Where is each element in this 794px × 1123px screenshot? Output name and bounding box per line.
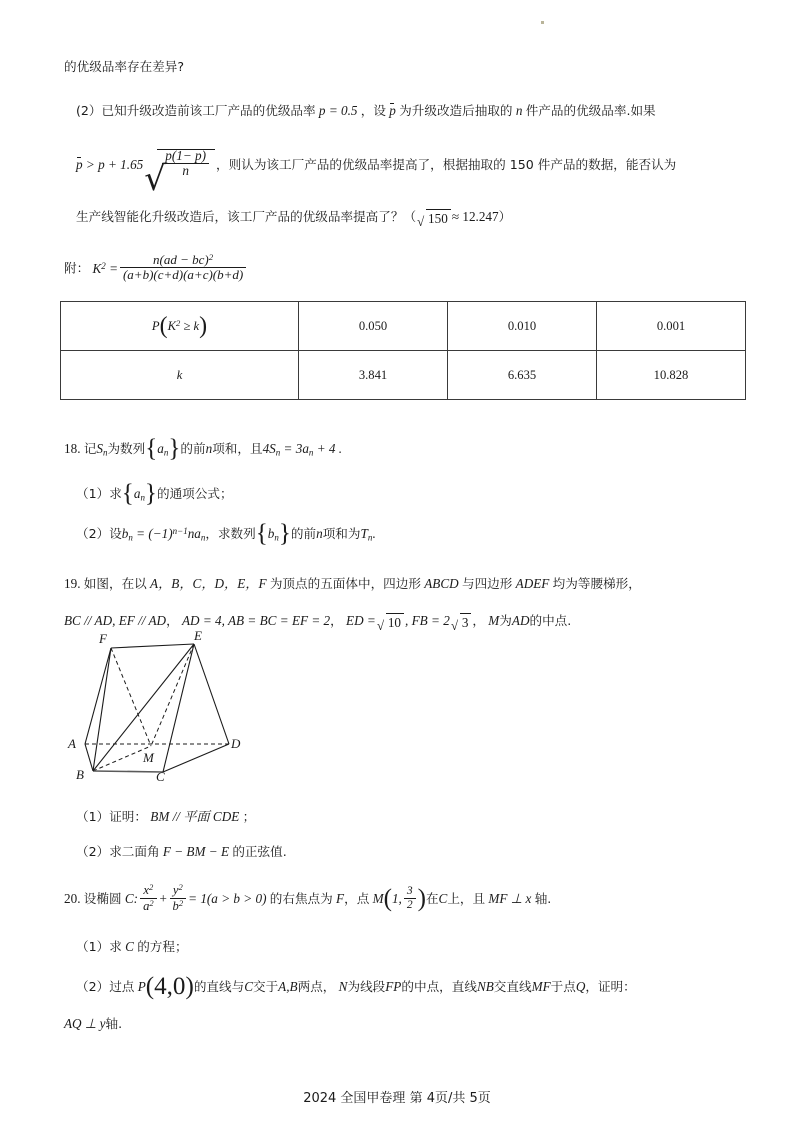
edge-F-M bbox=[111, 648, 151, 746]
q20-points-AB: A,B bbox=[278, 979, 298, 994]
q20-curve-C: C bbox=[124, 890, 134, 906]
q18-sub2-bseq: $b_n$ bbox=[267, 526, 279, 543]
q19-stem-line1 bbox=[64, 575, 641, 593]
q20-sub2-label: （2） bbox=[76, 979, 110, 994]
q20-AQ-perp: AQ ⊥ y bbox=[64, 1016, 106, 1031]
q17-last-line-a: 生产线智能化升级改造后，该工厂产品的优级品率提高了？（ bbox=[76, 209, 417, 224]
q18-stem-d: 项和，且 bbox=[212, 441, 263, 456]
q20-line-MF: MF bbox=[531, 979, 551, 994]
q18-S-n: $S_n$ bbox=[96, 441, 108, 458]
table-cell-p-0001: 0.001 bbox=[597, 302, 746, 351]
q20-stem-d: 在 bbox=[425, 890, 439, 906]
q19-sub1-label: （1） bbox=[76, 809, 110, 824]
q19-sep3: ， bbox=[472, 613, 485, 628]
q18-sub2-k: 项和为 bbox=[322, 526, 361, 542]
figure-visible-edges bbox=[85, 644, 229, 772]
q19-solid-figure bbox=[60, 625, 270, 795]
q18-sub1-label: （1） bbox=[76, 486, 110, 501]
radical-icon: √ bbox=[376, 617, 385, 633]
q19-sub1-b: ； bbox=[242, 809, 256, 824]
q19-sub2 bbox=[76, 843, 287, 861]
q19-stem-line1-a: 如图，在以 bbox=[83, 576, 147, 591]
vertex-label-E: E bbox=[194, 628, 202, 643]
q19-sub2-label: （2） bbox=[76, 844, 110, 859]
q20-colon: : bbox=[133, 890, 139, 906]
q17-ineq-frac-den: n bbox=[162, 163, 209, 178]
q19-sep2: ， bbox=[330, 613, 343, 628]
q17-ineq-sqrt bbox=[144, 147, 215, 199]
table-header-pk: $P(K^2 \ge k)$ bbox=[61, 302, 299, 351]
q20-sub1-C: C bbox=[125, 939, 134, 954]
edge-B-C bbox=[93, 771, 163, 772]
q19-stem-line1-c: 与四边形 bbox=[461, 576, 513, 591]
edge-F-E bbox=[111, 644, 194, 648]
q20-stem-a: 设椭圆 bbox=[83, 890, 122, 906]
q18-stem-b: 为数列 bbox=[107, 441, 146, 456]
q19-sub2-b: 的正弦值. bbox=[232, 844, 287, 859]
q20-fraction-x2a2: $\frac{x^2}{a^2}$ bbox=[140, 883, 157, 913]
q20-stem-e: 上，且 bbox=[447, 890, 486, 906]
radical-icon: √ bbox=[450, 617, 459, 633]
q20-point-P: P bbox=[137, 979, 146, 994]
q17-ineq-rel: > p + 1.65 bbox=[85, 156, 144, 172]
q19-fb-sqrt: √ 3 bbox=[451, 613, 472, 632]
q18-sub2-i: 的前 bbox=[290, 526, 317, 542]
q19-stem-line1-d: 均为等腰梯形， bbox=[552, 576, 641, 591]
q17-fu-label: 附： bbox=[64, 260, 90, 276]
q17-part2-mid3: 件产品的优级品率.如果 bbox=[525, 103, 656, 118]
edge-F-A bbox=[85, 648, 111, 744]
radical-icon: √ bbox=[417, 213, 425, 229]
edge-E-D bbox=[194, 644, 229, 744]
q18-sub2-Tn: $T_n$ bbox=[360, 526, 373, 543]
table-cell-k-10828: 10.828 bbox=[597, 351, 746, 400]
q17-ineq-pbar: p bbox=[76, 156, 83, 172]
q17-part2-pbar: p bbox=[389, 103, 396, 118]
q19-length-conditions: AD = 4, AB = BC = EF = 2 bbox=[181, 613, 331, 628]
q20-fraction-y2b2: $\frac{y^2}{b^2}$ bbox=[170, 883, 187, 913]
vertex-label-D: D bbox=[231, 736, 241, 751]
q20-focus-F: F bbox=[336, 890, 345, 906]
q18-number: 18. bbox=[64, 441, 81, 456]
vertex-label-M: M bbox=[143, 750, 154, 765]
q20-sub2-c: 交于 bbox=[252, 979, 279, 994]
q20-plus: + bbox=[158, 890, 168, 906]
table-cell-p-0010: 0.010 bbox=[448, 302, 597, 351]
q20-MF-perp: MF ⊥ x bbox=[488, 890, 532, 906]
vertex-label-B: B bbox=[76, 767, 84, 782]
q17-k2-formula bbox=[64, 252, 248, 284]
q19-stem-line2-i: 为 bbox=[499, 613, 512, 628]
edge-C-D bbox=[163, 744, 229, 772]
q17-k2-fraction bbox=[120, 253, 246, 282]
q17-ineq-frac-num: p(1− p) bbox=[165, 147, 207, 163]
q18-sub2: （2）设$b_n = (-1)^{n-1}na_n$，求数列$\{b_n\}$的前n项和为$T_n$. bbox=[76, 520, 376, 548]
q20-number: 20. bbox=[64, 890, 81, 906]
q18-stem: 18. 记$S_n$为数列$\{a_n\}$的前n项和，且$4S_n = 3a_n + 4$ . bbox=[64, 435, 343, 463]
q18-sub1: （1）求$\{a_n\}$的通项公式； bbox=[76, 480, 233, 508]
q20-stem-c: ，点 bbox=[344, 890, 370, 906]
q20-stem-b: 的右焦点为 bbox=[269, 890, 333, 906]
q17-last-line-b: ） bbox=[498, 209, 512, 224]
q20-sub2-d: 两点， bbox=[297, 979, 336, 994]
q18-equation: $4S_n = 3a_n + 4$ . bbox=[262, 441, 343, 458]
q20-stem: 20. 设椭圆 C: $\frac{x^2}{a^2}$ + $\frac{y^2}{b^2}$ = 1(a > b > 0) 的右焦点为 F，点 M(1, $\frac{3}{2}$ )在C上，且 MF ⊥ x 轴. bbox=[64, 882, 552, 913]
table-cell-k-3841: 3.841 bbox=[299, 351, 448, 400]
q20-sub2-g: 交直线 bbox=[493, 979, 532, 994]
q20-ellipse-eq: = 1(a > b > 0) bbox=[188, 890, 267, 906]
q17-after-ineq: ，则认为该工厂产品的优级品率提高了，根据抽取的 150 件产品的数据，能否认为 bbox=[216, 156, 677, 172]
q20-sub2-C: C bbox=[244, 979, 253, 994]
q20-line-NB: NB bbox=[476, 979, 494, 994]
k-critical-value-table bbox=[60, 301, 746, 400]
q19-ed-label: ED = bbox=[346, 613, 376, 628]
q19-seg-AD: AD bbox=[511, 613, 530, 628]
q20-P-coord: (4,0) bbox=[145, 973, 194, 1001]
q20-sub2 bbox=[76, 973, 636, 1001]
q20-sub1-b: 的方程； bbox=[137, 939, 188, 954]
scan-speck bbox=[541, 21, 544, 24]
q20-point-N: N bbox=[338, 979, 348, 994]
q19-quad-abcd: ABCD bbox=[424, 576, 459, 591]
q17-part2-line1 bbox=[76, 101, 656, 120]
vertex-label-A: A bbox=[68, 736, 76, 751]
q17-part2-n: n bbox=[515, 103, 523, 118]
q17-k2-lhs: $K^2$ = bbox=[92, 260, 118, 276]
q20-M-x: 1 bbox=[391, 890, 399, 906]
q17-part2-text-pre: (2）已知升级改造前该工厂产品的优级品率 bbox=[76, 103, 316, 118]
q20-sub2-f: 的中点，直线 bbox=[401, 979, 477, 994]
q19-stem-line2-k: 的中点. bbox=[529, 613, 572, 628]
q19-sub1 bbox=[76, 808, 255, 826]
q17-inequality-line bbox=[76, 147, 677, 199]
q20-sub3-end: 轴. bbox=[105, 1016, 123, 1031]
q20-sub1-label: （1） bbox=[76, 939, 110, 954]
q20-sub2-b: 的直线与 bbox=[193, 979, 245, 994]
q17-k2-den: (a+b)(c+d)(a+c)(b+d) bbox=[120, 267, 246, 282]
q19-sub1-a: 证明： bbox=[109, 809, 147, 824]
q17-continued-line1: 的优级品率存在差异? bbox=[64, 59, 185, 74]
q18-sub1-b: 的通项公式； bbox=[156, 486, 233, 501]
table-cell-k-6635: 6.635 bbox=[448, 351, 597, 400]
q18-sub2-a: 设 bbox=[109, 526, 122, 542]
q18-stem-n3: n bbox=[205, 441, 213, 456]
q19-sep1: ， bbox=[166, 613, 179, 628]
page-footer: 2024 全国甲卷理 第 4页/共 5页 bbox=[303, 1091, 491, 1106]
q19-number: 19. bbox=[64, 576, 81, 591]
q17-sqrt150: √ 150 bbox=[417, 209, 451, 228]
q17-approx: ≈ 12.247 bbox=[451, 209, 499, 224]
q20-seg-FP: FP bbox=[385, 979, 402, 994]
q19-point-M: M bbox=[488, 613, 500, 628]
table-row-probability bbox=[61, 302, 746, 351]
vertex-label-C: C bbox=[156, 769, 165, 784]
q20-sub2-a: 过点 bbox=[109, 979, 135, 994]
q18-sub2-j: n bbox=[316, 526, 323, 542]
q19-sub2-a: 求二面角 bbox=[109, 844, 160, 859]
q19-vertices: A，B，C，D，E，F bbox=[150, 576, 267, 591]
q18-stem-a: 记 bbox=[83, 441, 97, 456]
q18-sub2-label: （2） bbox=[76, 526, 110, 542]
q17-part2-p-eq: p = 0.5 bbox=[318, 103, 358, 118]
q19-parallel-conditions: BC // AD, EF // AD bbox=[64, 613, 167, 628]
q20-stem-f: 轴. bbox=[534, 890, 552, 906]
q19-stem-line1-b: 为顶点的五面体中，四边形 bbox=[269, 576, 421, 591]
q18-sub2-end: . bbox=[372, 526, 376, 542]
q20-sub1-a: 求 bbox=[109, 939, 122, 954]
q18-sub2-bn-formula: $b_n = (-1)^{n-1}na_n$ bbox=[121, 526, 206, 543]
q18-sub1-a: 求 bbox=[109, 486, 122, 501]
table-header-k: k bbox=[61, 351, 299, 400]
q17-last-line bbox=[76, 208, 511, 227]
q20-point-Q: Q bbox=[575, 979, 586, 994]
q20-sub2-i: ，证明： bbox=[585, 979, 636, 994]
q18-sub2-f: ，求数列 bbox=[205, 526, 256, 542]
edge-A-B bbox=[85, 744, 93, 771]
q18-sub1-seq: $a_n$ bbox=[133, 486, 145, 503]
q19-quad-adef: ADEF bbox=[515, 576, 550, 591]
q17-k2-num: n(ad − bc)$^2$ bbox=[153, 252, 214, 268]
radical-icon: √ bbox=[144, 159, 166, 199]
q18-a-n: $a_n$ bbox=[157, 441, 169, 458]
q20-sub2-conclusion bbox=[64, 1015, 122, 1033]
table-row-k-value bbox=[61, 351, 746, 400]
q19-sub1-statement: BM // 平面 CDE bbox=[150, 809, 240, 824]
q20-M-y-fraction: $\frac{3}{2}$ bbox=[404, 885, 416, 911]
q19-ed-sqrt: √ 10 bbox=[377, 613, 404, 632]
vertex-label-F: F bbox=[99, 631, 107, 646]
q19-sub2-dihedral: F − BM − E bbox=[162, 844, 230, 859]
q19-fb-label: , FB = 2 bbox=[405, 613, 450, 628]
q17-part2-mid1: ，设 bbox=[360, 103, 386, 118]
q20-point-M: M bbox=[372, 890, 384, 906]
q17-part2-mid2: 为升级改造后抽取的 bbox=[399, 103, 513, 118]
q17-ineq-fraction bbox=[162, 149, 209, 179]
table-cell-p-0050: 0.050 bbox=[299, 302, 448, 351]
q20-sub2-e: 为线段 bbox=[347, 979, 386, 994]
q18-stem-c: 的前 bbox=[180, 441, 206, 456]
q20-sub2-h: 于点 bbox=[550, 979, 576, 994]
q20-sub1 bbox=[76, 938, 188, 956]
q20-on-C: C bbox=[438, 890, 448, 906]
